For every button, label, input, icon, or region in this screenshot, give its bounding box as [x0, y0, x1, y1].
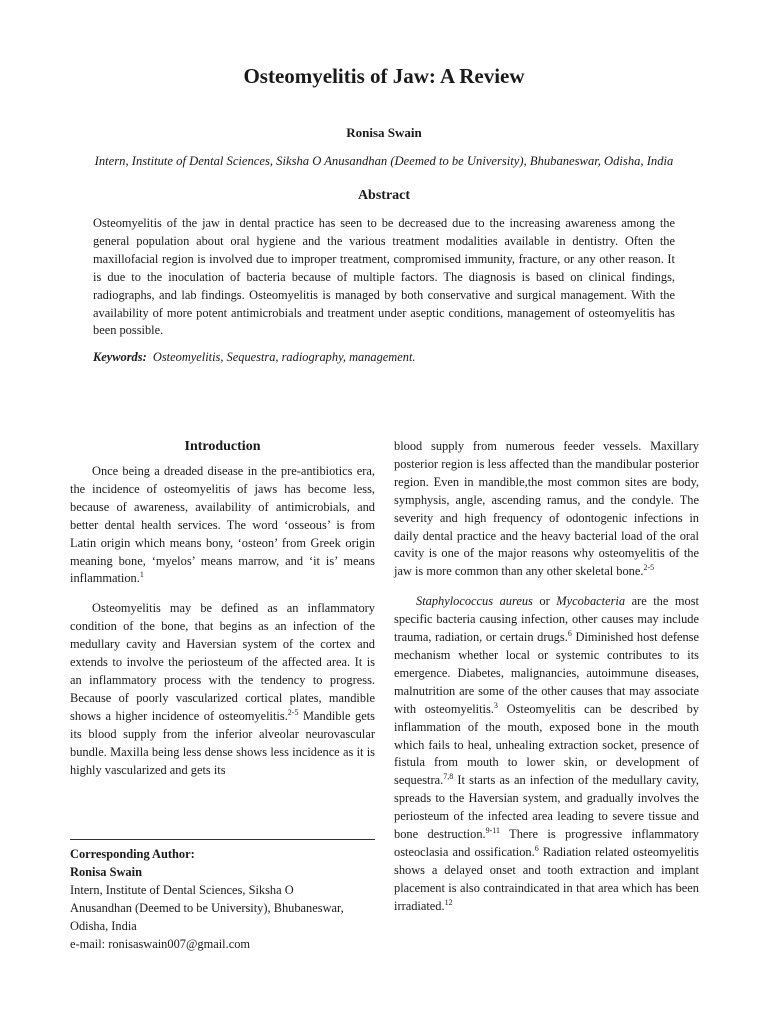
citation: 1: [139, 570, 144, 580]
corresponding-name: Ronisa Swain: [70, 865, 142, 879]
keywords-label: Keywords:: [93, 350, 147, 364]
citation: 3: [493, 700, 498, 710]
citation: 7,8: [443, 772, 454, 782]
intro-paragraph-1: Once being a dreaded disease in the pre-antibiotics era, the incidence of osteomyelitis of jaws has become less, because of awareness, availability of antimicrobials, and better dental health services. The word ‘osseous’ is from Latin origin which means bony, ‘osteon’ from Greek origin meaning bone, ‘myelos’ means marrow, and ‘it is’ means inflammation.$^1$: [70, 464, 375, 586]
citation: 6: [567, 629, 572, 639]
citation: 2-5: [643, 563, 655, 573]
corresponding-label: Corresponding Author:: [70, 847, 195, 861]
citation: 6: [534, 843, 539, 853]
keywords: [93, 350, 675, 365]
author-affiliation: Intern, Institute of Dental Sciences, Siksha O Anusandhan (Deemed to be University), Bhubaneswar, Odisha, India: [94, 154, 674, 168]
citation: 2-5: [287, 707, 299, 717]
right-column: [394, 438, 699, 916]
corresponding-address-1: Intern, Institute of Dental Sciences, Siksha O: [70, 883, 294, 897]
introduction-heading: Introduction: [184, 439, 261, 454]
abstract-heading: Abstract: [357, 188, 411, 203]
abstract-text: Osteomyelitis of the jaw in dental practice has seen to be decreased due to the increasing awareness among the general population about oral hygiene and the various treatment modalities available in dentistry. Often the maxillofacial region is involved due to improper treatment, compromised immunity, fracture, or any other reason. It is due to the inoculation of bacteria because of multiple factors. The diagnosis is based on clinical findings, radiographs, and lab findings. Osteomyelitis is managed by both conservative and surgical management. With the availability of more potent antimicrobials and treatment under aseptic conditions, management of osteomyelitis has been possible.: [93, 216, 675, 338]
corresponding-author-block: [70, 845, 390, 953]
citation: 9-11: [485, 826, 500, 836]
corresponding-address-3: Odisha, India: [70, 919, 137, 933]
corresponding-email: e-mail: ronisaswain007@gmail.com: [70, 937, 251, 951]
intro-paragraph-2: Osteomyelitis may be defined as an inflammatory condition of the bone, that begins as an infection of the medullary cavity and Haversian system of the cortex and extends to involve the periosteum of the affected area. It is an inflammatory process with the tendency to progress. Because of poorly vascularized cortical plates, mandible shows a higher incidence of osteomyelitis.$^{2-5}$ Mandible gets its blood supply from the inferior alveolar neurovascular bundle. Maxilla being less dense shows less incidence as it is highly vascularized and gets its: [70, 601, 375, 777]
keywords-list: Osteomyelitis, Sequestra, radiography, management.: [152, 350, 416, 364]
paper-title: Osteomyelitis of Jaw: A Review: [243, 64, 525, 88]
intro-paragraph-2-continued: blood supply from numerous feeder vessels. Maxillary posterior region is less affected than the mandibular posterior region. Even in mandible,the most common sites are body, symphysis, angle, ascending ramus, and the condyle. The severity and high frequency of odontogenic infections in daily dental practice and the heavy bacterial load of the oral cavity is one of the major reasons why osteomyelitis of the jaw is more common than any other skeletal bone.$^{2-5}$: [394, 439, 699, 579]
footnote-divider: [70, 839, 375, 840]
author-name: Ronisa Swain: [346, 125, 422, 140]
citation: 12: [444, 897, 453, 907]
left-column: [70, 438, 375, 779]
corresponding-address-2: Anusandhan (Deemed to be University), Bhubaneswar,: [70, 901, 344, 915]
intro-paragraph-3: Staphylococcus aureus or Mycobacteria are the most specific bacteria causing infection, other causes may include trauma, radiation, or certain drugs.$^6$ Diminished host defense mechanism whether local or systemic contributes to its emergence. Diabetes, malignancies, autoimmune diseases, malnutrition are some of the other causes that may associate with osteomyelitis.$^3$ Osteomyelitis can be described by inflammation of the mouth, exposed bone in the mouth which fails to heal, unhealing extraction socket, presence of fistula from mouth to lower skin, or development of sequestra.$^{7,8}$ It starts as an infection of the medullary cavity, spreads to the Haversian system, and gradually involves the periosteum of the infected area leading to severe tissue and bone destruction.$^{9-11}$ There is progressive inflammatory osteoclasia and ossification.$^6$ Radiation related osteomyelitis shows a delayed onset and tooth extraction and implant placement is also contraindicated in that area which has been irradiated.$^{12}$: [394, 594, 700, 913]
